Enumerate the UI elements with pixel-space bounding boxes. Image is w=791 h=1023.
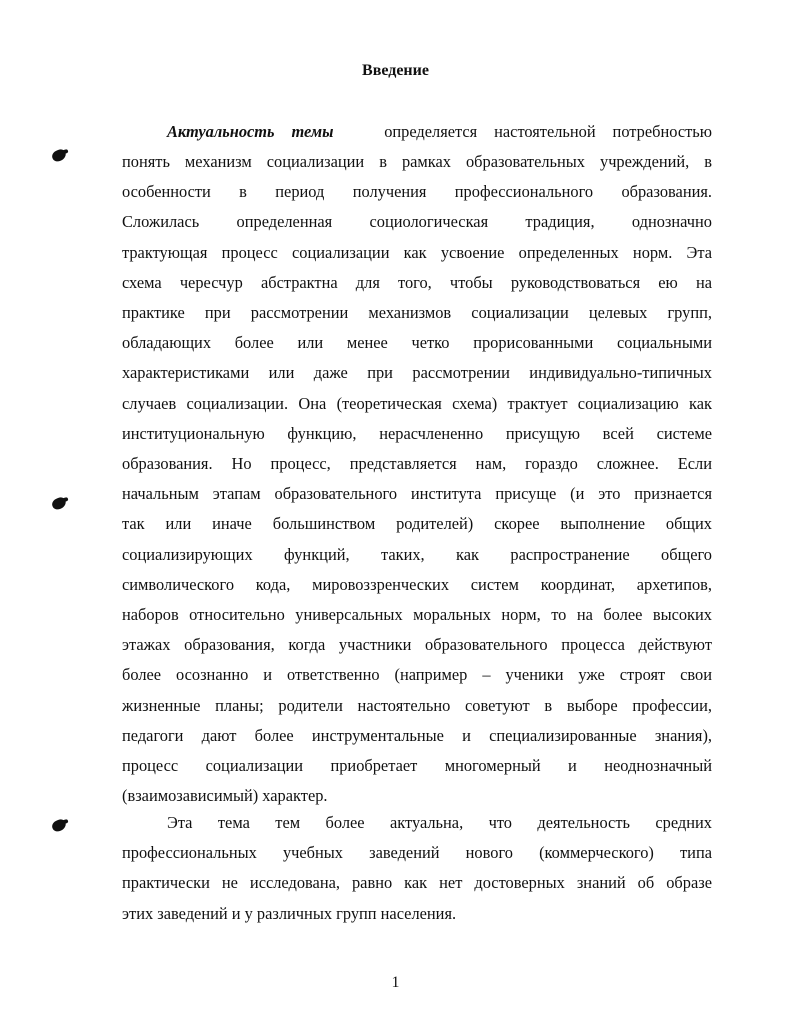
paragraph-1-line: практике при рассмотрении механизмов социализации целевых групп,: [122, 303, 712, 322]
paragraph-1-line: процесс социализации приобретает многомерный и неоднозначный: [122, 756, 712, 775]
paragraph-1-line: (взаимозависимый) характер.: [122, 786, 328, 806]
paragraph-1-line: символического кода, мировоззренческих систем координат, архетипов,: [122, 574, 712, 594]
paragraph-1-line: трактующая процесс социализации как усвоение определенных норм. Эта: [122, 242, 712, 262]
paragraph-1-line: институциональную функцию, нерасчлененно присущую всей системе: [122, 423, 712, 443]
paragraph-2-line: Эта тема тем более актуальна, что деятельность средних: [167, 813, 712, 832]
paragraph-1-line: социализирующих функций, таких, как распространение общего: [122, 544, 712, 564]
paragraph-1-line: педагоги дают более инструментальные и специализированные знания),: [122, 725, 712, 745]
paragraph-1-line: случаев социализации. Она (теоретическая схема) трактует социализацию как: [122, 393, 712, 413]
paragraph-1-line: понять механизм социализации в рамках образовательных учреждений, в: [122, 152, 712, 171]
paragraph-1-line: этажах образования, когда участники образовательного процесса действуют: [122, 635, 712, 655]
paragraph-1-line: схема чересчур абстрактна для того, чтобы руководствоваться ею на: [122, 272, 712, 292]
paragraph-1-line: Сложилась определенная социологическая традиция, однозначно: [122, 212, 712, 232]
paragraph-2-line: этих заведений и у различных групп населения.: [122, 903, 457, 923]
ink-blot-mark: [51, 148, 68, 163]
paragraph-1-line: обладающих более или менее четко прорисованными социальными: [122, 333, 712, 353]
paragraph-1-line: наборов относительно универсальных моральных норм, то на более высоких: [122, 605, 712, 624]
emphasized-lead: Актуальность темы: [167, 122, 334, 141]
line-text: определяется настоятельной потребностью: [384, 122, 713, 141]
paragraph-1-line: более осознанно и ответственно (например – ученики уже строят свои: [122, 665, 712, 685]
paragraph-1-line: начальным этапам образовательного института присуще (и это признается: [122, 484, 712, 504]
paragraph-1-line: образования. Но процесс, представляется нам, гораздо сложнее. Если: [122, 454, 712, 473]
page-number: 1: [391, 974, 400, 991]
paragraph-1-line: особенности в период получения профессионального образования.: [122, 182, 712, 202]
ink-blot-mark: [51, 496, 68, 511]
paragraph-1-line: жизненные планы; родители настоятельно советуют в выборе профессии,: [122, 695, 712, 715]
paragraph-1-line: [167, 121, 712, 143]
page-title: Введение: [362, 62, 429, 79]
paragraph-2-line: практически не исследована, равно как нет достоверных знаний об образе: [122, 873, 712, 893]
paragraph-1-line: характеристиками или даже при рассмотрении индивидуально-типичных: [122, 363, 712, 383]
paragraph-1-line: так или иначе большинством родителей) скорее выполнение общих: [122, 514, 712, 534]
ink-blot-mark: [51, 818, 68, 833]
paragraph-2-line: профессиональных учебных заведений нового (коммерческого) типа: [122, 843, 712, 863]
